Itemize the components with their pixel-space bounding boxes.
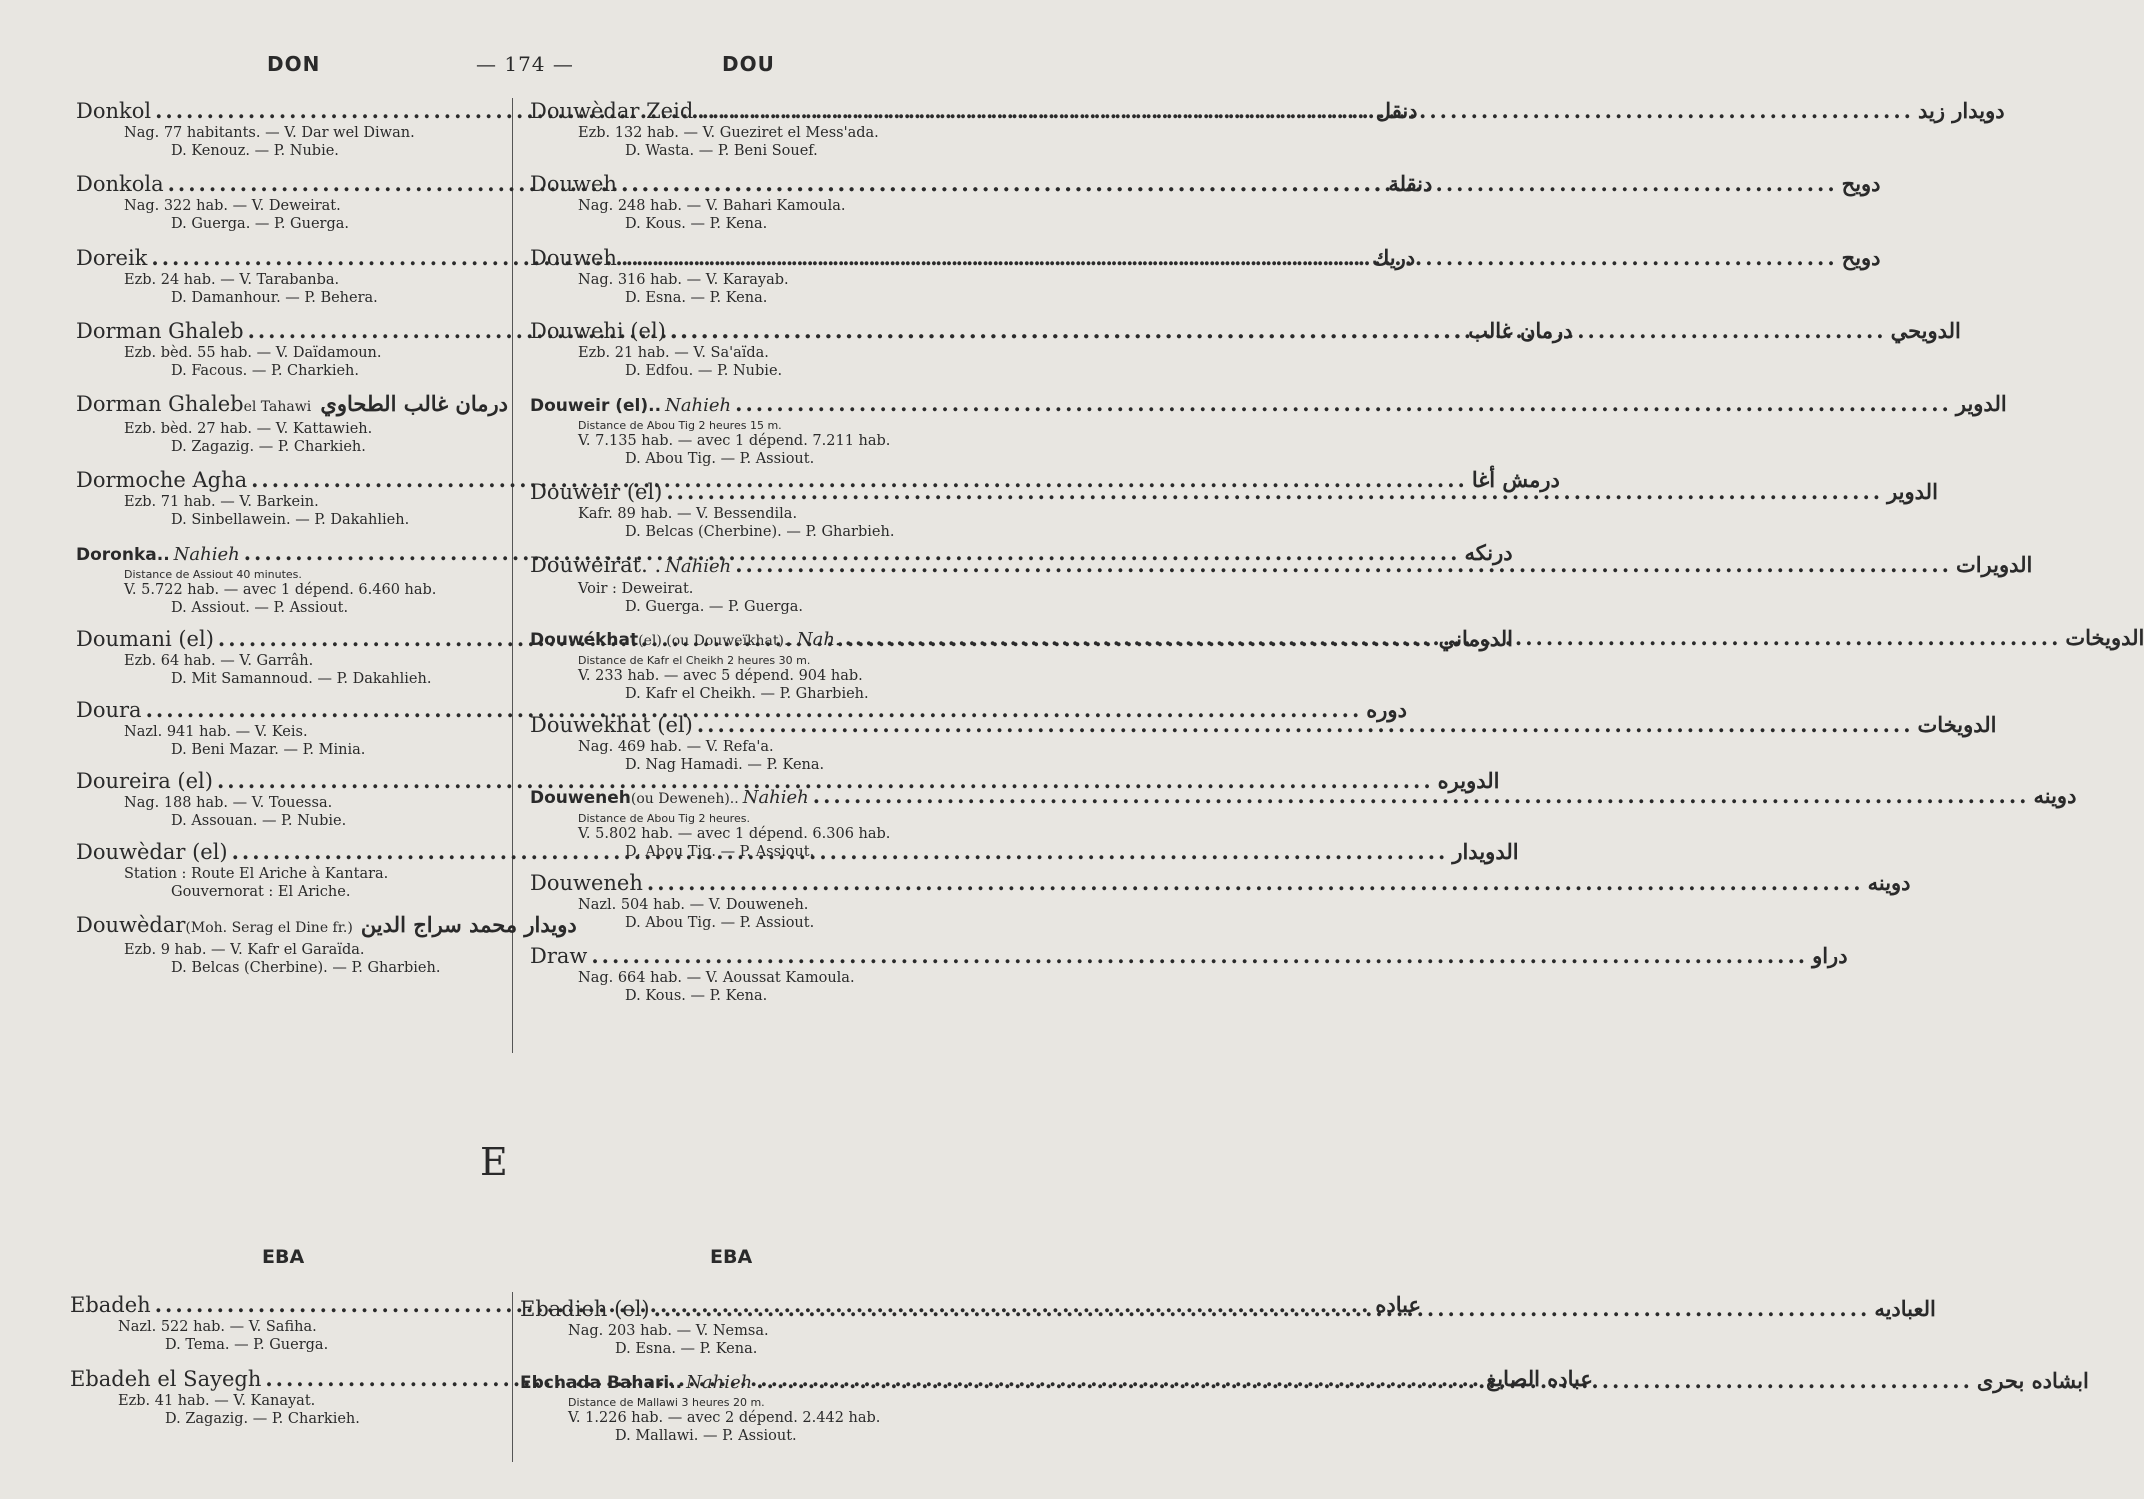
entry-details: Ezb. 21 hab. — V. Sa'aïda. <box>578 345 769 361</box>
entry-name-note: el Tahawi <box>243 399 312 415</box>
gazetteer-entry <box>530 712 1997 774</box>
entry-type: Nahieh <box>173 544 240 565</box>
entry-type: Nahieh <box>742 787 809 808</box>
entry-name-note: (el) (ou Douweïkhat).. <box>638 633 793 649</box>
entry-district: D. Guerga. — P. Guerga. <box>625 599 804 615</box>
entry-details: Voir : Deweirat. <box>578 581 694 597</box>
entry-details: V. 5.722 hab. — avec 1 dépend. 6.460 hab. <box>124 582 437 598</box>
entry-arabic-name: دويح <box>1841 245 1881 270</box>
entry-district: D. Sinbellawein. — P. Dakahlieh. <box>171 512 410 528</box>
entry-name: Douweir (el).. <box>530 396 662 416</box>
entry-name-note: (Moh. Serag el Dine fr.) <box>185 920 353 936</box>
entry-name: Douwèdar (el) <box>76 840 228 864</box>
entry-name: Doronka.. <box>76 545 170 565</box>
entry-district: D. Damanhour. — P. Behera. <box>171 290 378 306</box>
entry-name: Douwèdar <box>76 913 186 937</box>
entry-details: Nazl. 522 hab. — V. Safiha. <box>118 1319 317 1335</box>
entry-district: D. Mit Samannoud. — P. Dakahlieh. <box>171 671 432 687</box>
entry-headword-line <box>76 697 1407 723</box>
leader-dots <box>735 552 1952 578</box>
entry-name: Doureira (el) <box>76 769 213 793</box>
entry-arabic-name: عباده <box>1375 1292 1422 1317</box>
entry-district: D. Abou Tig. — P. Assiout. <box>625 915 815 931</box>
entry-distance: Distance de Abou Tig 2 heures. <box>578 812 750 825</box>
leader-dots <box>735 391 1952 417</box>
entry-name: Douweirat. . <box>530 553 662 577</box>
entry-details: Nazl. 504 hab. — V. Douweneh. <box>578 897 809 913</box>
entry-arabic-name: الدويحي <box>1890 318 1961 343</box>
section-letter: E <box>480 1140 508 1184</box>
entry-name: Douwehi (el) <box>530 319 666 343</box>
entry-name: Douwékhat <box>530 630 639 650</box>
entry-details: Nag. 469 hab. — V. Refa'a. <box>578 739 774 755</box>
entry-name: Douweh <box>530 172 617 196</box>
entry-headword-line <box>530 943 1848 969</box>
entry-name: Donkol <box>76 99 152 123</box>
entry-arabic-name: دويح <box>1841 171 1881 196</box>
entry-district: D. Mallawi. — P. Assiout. <box>615 1428 797 1444</box>
entry-district: D. Kenouz. — P. Nubie. <box>171 143 339 159</box>
entry-headword-line <box>76 768 1500 794</box>
entry-name: Doumani (el) <box>76 627 214 651</box>
entry-details: Ezb. 71 hab. — V. Barkein. <box>124 494 319 510</box>
entry-arabic-name: دنقل <box>1375 98 1418 123</box>
entry-details: Ezb. 64 hab. — V. Garrâh. <box>124 653 314 669</box>
leader-dots <box>315 391 316 417</box>
entry-name: Doura <box>76 698 142 722</box>
entry-arabic-name: دويدار محمد سراج الدين <box>360 912 577 937</box>
entry-details: Ezb. 132 hab. — V. Gueziret el Mess'ada. <box>578 125 879 141</box>
entry-distance: Distance de Assiout 40 minutes. <box>124 568 302 581</box>
entry-district: D. Edfou. — P. Nubie. <box>625 363 783 379</box>
entry-arabic-name: درمش أغا <box>1471 467 1560 492</box>
entry-arabic-name: الدويرات <box>1955 552 2033 577</box>
entry-arabic-name: الدويره <box>1437 768 1500 793</box>
entry-name-note: (ou Deweneh).. <box>630 791 739 807</box>
entry-district: D. Belcas (Cherbine). — P. Gharbieh. <box>171 960 441 976</box>
leader-dots <box>591 943 1808 969</box>
section-head-left: EBA <box>262 1246 305 1268</box>
gazetteer-entry <box>530 943 1848 1005</box>
entry-arabic-name: ابشاده بحرى <box>1976 1368 2089 1393</box>
entry-arabic-name: دريك <box>1372 245 1416 270</box>
entry-name: Draw <box>530 944 588 968</box>
entry-name: Douweneh <box>530 871 643 895</box>
entry-name: Dormoche Agha <box>76 468 248 492</box>
section-head-right: EBA <box>710 1246 753 1268</box>
entry-district: D. Guerga. — P. Guerga. <box>171 216 350 232</box>
entry-details: Nag. 188 hab. — V. Touessa. <box>124 795 333 811</box>
entry-district: D. Wasta. — P. Beni Souef. <box>625 143 818 159</box>
entry-name: Ebadieh (el) <box>520 1297 650 1321</box>
entry-district: D. Zagazig. — P. Charkieh. <box>165 1411 360 1427</box>
column-rule <box>512 98 513 1053</box>
entry-district: D. Tema. — P. Guerga. <box>165 1337 329 1353</box>
entry-district: D. Zagazig. — P. Charkieh. <box>171 439 366 455</box>
entry-headword-line <box>530 712 1997 738</box>
entry-arabic-name: دوينه <box>2033 783 2077 808</box>
entry-headword-line <box>530 870 1911 896</box>
entry-district: D. Abou Tig. — P. Assiout. <box>625 844 815 860</box>
gazetteer-entry <box>530 391 2007 468</box>
running-head-right: DOU <box>722 52 775 76</box>
entry-district: D. Assouan. — P. Nubie. <box>171 813 347 829</box>
leader-dots <box>845 625 2062 651</box>
entry-type: Nahieh <box>665 395 732 416</box>
entry-details: Kafr. 89 hab. — V. Bessendila. <box>578 506 798 522</box>
entry-arabic-name: الدوير <box>1887 479 1938 504</box>
leader-dots <box>666 479 1883 505</box>
entry-name: Ebchada Bahari.. <box>520 1373 683 1393</box>
leader-dots <box>813 783 2030 809</box>
entry-name: Doreik <box>76 246 148 270</box>
entry-details: Ezb. 24 hab. — V. Tarabanba. <box>124 272 340 288</box>
leader-dots <box>697 712 1914 738</box>
entry-arabic-name: درمان غالب الطحاوي <box>320 391 508 416</box>
entry-arabic-name: الدوير <box>1955 391 2007 416</box>
entry-details: V. 233 hab. — avec 5 dépend. 904 hab. <box>578 668 863 684</box>
entry-details: V. 1.226 hab. — avec 2 dépend. 2.442 hab. <box>568 1410 881 1426</box>
entry-district: D. Kafr el Cheikh. — P. Gharbieh. <box>625 686 869 702</box>
page-number: — 174 — <box>476 52 574 76</box>
entry-details: Ezb. bèd. 55 hab. — V. Daïdamoun. <box>124 345 382 361</box>
entry-arabic-name: درمان غالب <box>1468 318 1573 343</box>
entry-headword-line <box>530 783 2077 812</box>
entry-name: Donkola <box>76 172 164 196</box>
entry-arabic-name: دوينه <box>1867 870 1911 895</box>
leader-dots <box>647 870 1864 896</box>
entry-details: Station : Route El Ariche à Kantara. <box>124 866 389 882</box>
entry-arabic-name: الدويدار <box>1452 839 1519 864</box>
leader-dots <box>697 98 1914 124</box>
entry-name: Dorman Ghaleb <box>76 319 244 343</box>
entry-details: Nag. 664 hab. — V. Aoussat Kamoula. <box>578 970 855 986</box>
entry-arabic-name: الدوماني <box>1438 626 1513 651</box>
entry-name: Douwèdar Zeid <box>530 99 694 123</box>
entry-headword-line <box>76 912 577 941</box>
entry-details: Ezb. 41 hab. — V. Kanayat. <box>118 1393 316 1409</box>
entry-details: Nag. 316 hab. — V. Karayab. <box>578 272 789 288</box>
entry-details: Nag. 77 habitants. — V. Dar wel Diwan. <box>124 125 415 141</box>
entry-name: Douweneh <box>530 788 631 808</box>
entry-arabic-name: عباده الصايغ <box>1486 1366 1593 1391</box>
entry-headword-line <box>530 391 2007 419</box>
gazetteer-entry <box>76 391 508 456</box>
entry-details: Nag. 248 hab. — V. Bahari Kamoula. <box>578 198 846 214</box>
entry-name: Douwekhat (el) <box>530 713 693 737</box>
entry-arabic-name: درنكه <box>1464 540 1513 565</box>
entry-distance: Distance de Kafr el Cheikh 2 heures 30 m. <box>578 654 811 667</box>
entry-arabic-name: دراو <box>1812 943 1848 968</box>
entry-district: D. Kous. — P. Kena. <box>625 216 768 232</box>
entry-district: D. Esna. — P. Kena. <box>625 290 768 306</box>
leader-dots <box>654 1296 1871 1322</box>
entry-type: Nah. <box>796 629 841 650</box>
entry-district: D. Nag Hamadi. — P. Kena. <box>625 757 825 773</box>
leader-dots <box>621 245 1838 271</box>
entry-type: Nahieh <box>686 1372 753 1393</box>
entry-name: Ebadeh el Sayegh <box>70 1367 262 1391</box>
entry-district: D. Belcas (Cherbine). — P. Gharbieh. <box>625 524 895 540</box>
entry-type: Nahieh <box>665 556 732 577</box>
entry-arabic-name: العباديه <box>1874 1296 1936 1321</box>
entry-arabic-name: الدويخات <box>2065 625 2144 650</box>
entry-district: D. Beni Mazar. — P. Minia. <box>171 742 366 758</box>
entry-district: Gouvernorat : El Ariche. <box>171 884 351 900</box>
entry-headword-line <box>76 391 508 420</box>
entry-details: Nag. 203 hab. — V. Nemsa. <box>568 1323 769 1339</box>
entry-details: Nag. 322 hab. — V. Deweirat. <box>124 198 341 214</box>
entry-district: D. Esna. — P. Kena. <box>615 1341 758 1357</box>
gazetteer-entry <box>530 870 1911 932</box>
entry-district: D. Kous. — P. Kena. <box>625 988 768 1004</box>
entry-name: Douweh <box>530 246 617 270</box>
entry-arabic-name: دوره <box>1366 697 1407 722</box>
entry-name: Douweir (el) <box>530 480 663 504</box>
leader-dots <box>756 1368 1973 1394</box>
entry-name: Ebadeh <box>70 1293 151 1317</box>
entry-details: Nazl. 941 hab. — V. Keis. <box>124 724 308 740</box>
entry-details: Ezb. bèd. 27 hab. — V. Kattawieh. <box>124 421 373 437</box>
entry-arabic-name: دويدار زيد <box>1917 98 2005 123</box>
entry-distance: Distance de Mallawi 3 heures 20 m. <box>568 1396 765 1409</box>
entry-distance: Distance de Abou Tig 2 heures 15 m. <box>578 419 782 432</box>
entry-district: D. Abou Tig. — P. Assiout. <box>625 451 815 467</box>
entry-district: D. Assiout. — P. Assiout. <box>171 600 349 616</box>
leader-dots <box>670 318 1887 344</box>
leader-dots <box>621 171 1838 197</box>
entry-arabic-name: دنقلة <box>1388 171 1433 196</box>
running-head-left: DON <box>267 52 321 76</box>
entry-details: V. 5.802 hab. — avec 1 dépend. 6.306 hab. <box>578 826 891 842</box>
entry-arabic-name: الدويخات <box>1917 712 1997 737</box>
entry-details: V. 7.135 hab. — avec 1 dépend. 7.211 hab. <box>578 433 891 449</box>
entry-details: Ezb. 9 hab. — V. Kafr el Garaïda. <box>124 942 365 958</box>
entry-district: D. Facous. — P. Charkieh. <box>171 363 360 379</box>
entry-name: Dorman Ghaleb <box>76 392 244 416</box>
